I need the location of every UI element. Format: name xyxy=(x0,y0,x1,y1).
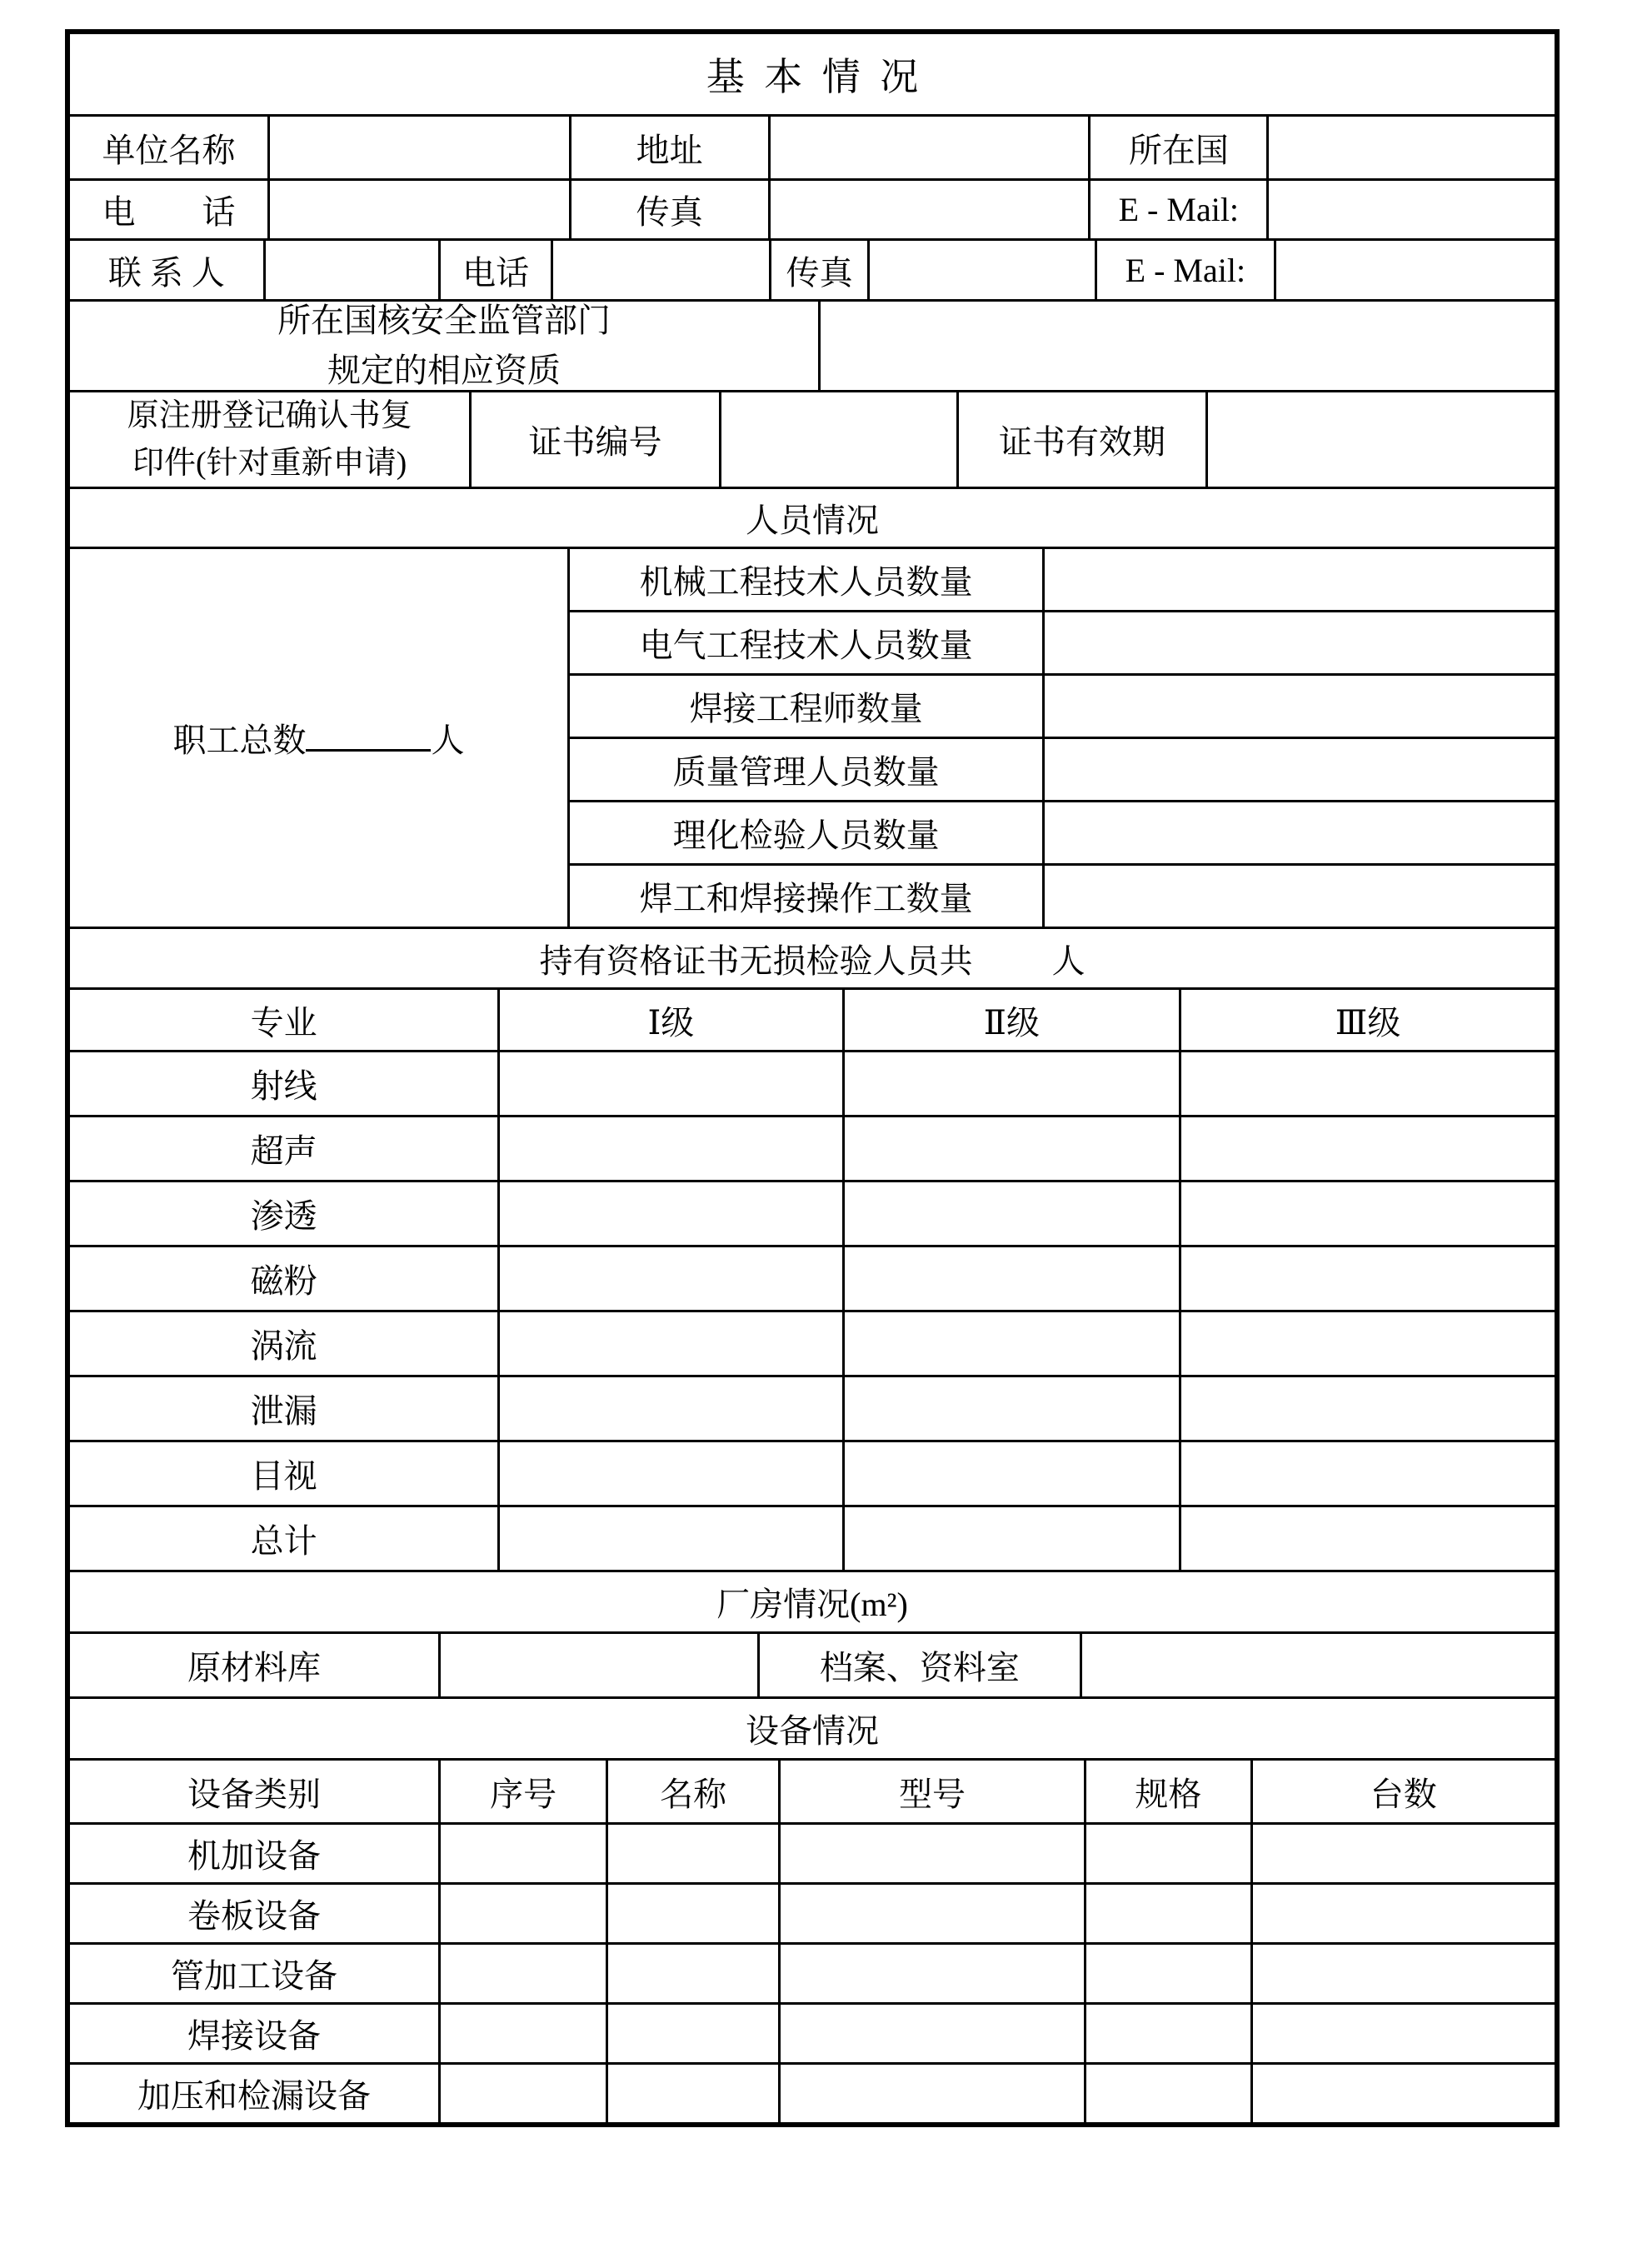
basic-info-form xyxy=(65,29,1560,2127)
equipment-header-name: 名称 xyxy=(606,1761,778,1822)
pipe-spec-cell xyxy=(1084,1945,1250,2002)
quality-staff-label: 质量管理人员数量 xyxy=(672,753,940,791)
address-value-cell xyxy=(768,117,1089,178)
mechanical-engineers-value-cell xyxy=(1042,549,1555,610)
rolling-quantity-cell xyxy=(1250,1885,1555,1942)
unit-name-value-cell xyxy=(267,117,569,178)
pipe-quantity-cell xyxy=(1250,1945,1555,2002)
qualification-line2: 规定的相应资质 xyxy=(327,352,561,389)
phone-label: 电 话 xyxy=(102,193,236,231)
personnel-row-welders xyxy=(570,863,1555,927)
physchem-inspectors-value-cell xyxy=(1042,802,1555,863)
ndt-total-l1-cell xyxy=(497,1507,841,1570)
unit-name-label: 单位名称 xyxy=(102,131,236,169)
personnel-section-title: 人员情况 xyxy=(746,502,879,539)
pressure-leak-spec-cell xyxy=(1084,2065,1250,2122)
fax-label: 传真 xyxy=(569,181,768,238)
ndt-penetrant-l3-cell xyxy=(1179,1182,1555,1245)
plant-section-row xyxy=(70,1570,1555,1631)
equipment-row-rolling xyxy=(70,1882,1555,1942)
raw-material-value-cell xyxy=(438,1634,757,1696)
pressure-leak-equipment-label: 加压和检漏设备 xyxy=(137,2077,371,2115)
email-label: E - Mail: xyxy=(1088,181,1266,238)
rolling-model-cell xyxy=(778,1885,1084,1942)
qualification-line1: 所在国核安全监管部门 xyxy=(277,302,611,339)
ndt-label-radiography: 射线 xyxy=(250,1067,317,1105)
ndt-row-total xyxy=(70,1505,1555,1570)
electrical-engineers-label: 电气工程技术人员数量 xyxy=(639,627,973,664)
pressure-leak-serial-cell xyxy=(438,2065,606,2122)
ndt-ultrasonic-l2-cell xyxy=(842,1117,1180,1180)
mechanical-engineers-label: 机械工程技术人员数量 xyxy=(639,563,973,601)
ndt-header-specialty: 专业 xyxy=(250,1003,317,1042)
qualification-label-text xyxy=(277,302,611,390)
welding-quantity-cell xyxy=(1250,2005,1555,2062)
machining-name-cell xyxy=(606,1825,778,1882)
machining-equipment-label: 机加设备 xyxy=(187,1837,321,1875)
cert-no-label: 证书编号 xyxy=(469,392,718,487)
personnel-rows-container xyxy=(567,549,1555,927)
plant-row xyxy=(70,1631,1555,1696)
ndt-total-cell xyxy=(70,929,1555,987)
ndt-penetrant-l2-cell xyxy=(842,1182,1180,1245)
ndt-header-level2: Ⅱ级 xyxy=(842,990,1180,1050)
staff-total-prefix: 职工总数 xyxy=(172,722,307,759)
equipment-header-serial: 序号 xyxy=(438,1761,606,1822)
ndt-eddy-current-l2-cell xyxy=(842,1312,1180,1375)
registration-row xyxy=(70,390,1555,487)
pressure-leak-name-cell xyxy=(606,2065,778,2122)
registration-label xyxy=(70,392,469,487)
ndt-total-text xyxy=(540,935,1086,982)
ndt-total-suffix: 人 xyxy=(1051,942,1086,980)
ndt-eddy-current-l1-cell xyxy=(497,1312,841,1375)
contact-phone-label: 电话 xyxy=(438,241,551,299)
ndt-row-radiography xyxy=(70,1050,1555,1115)
ndt-header-level1: Ⅰ级 xyxy=(497,990,841,1050)
physchem-inspectors-label: 理化检验人员数量 xyxy=(672,817,940,854)
welding-spec-cell xyxy=(1084,2005,1250,2062)
ndt-visual-l1-cell xyxy=(497,1442,841,1505)
welding-equipment-label: 焊接设备 xyxy=(187,2017,321,2055)
ndt-label-total: 总计 xyxy=(250,1522,317,1560)
equipment-row-pressure-leak xyxy=(70,2062,1555,2122)
raw-material-label: 原材料库 xyxy=(187,1649,321,1686)
pressure-leak-model-cell xyxy=(778,2065,1084,2122)
country-value-cell xyxy=(1266,117,1555,178)
equipment-section-title: 设备情况 xyxy=(746,1712,879,1750)
registration-line2: 印件(针对重新申请) xyxy=(132,445,407,481)
ndt-magnetic-l1-cell xyxy=(497,1247,841,1310)
electrical-engineers-value-cell xyxy=(1042,612,1555,673)
equipment-row-welding xyxy=(70,2002,1555,2062)
registration-line1: 原注册登记确认书复 xyxy=(127,397,412,433)
ndt-penetrant-l1-cell xyxy=(497,1182,841,1245)
title-row xyxy=(70,34,1555,114)
ndt-header-row xyxy=(70,987,1555,1050)
ndt-label-leak: 泄漏 xyxy=(250,1392,317,1430)
contact-phone-value-cell xyxy=(551,241,769,299)
ndt-total-l2-cell xyxy=(842,1507,1180,1570)
quality-staff-value-cell xyxy=(1042,739,1555,800)
ndt-total-prefix: 持有资格证书无损检验人员共 xyxy=(539,942,973,980)
machining-serial-cell xyxy=(438,1825,606,1882)
equipment-header-spec: 规格 xyxy=(1084,1761,1250,1822)
pipe-serial-cell xyxy=(438,1945,606,2002)
rolling-serial-cell xyxy=(438,1885,606,1942)
pipe-equipment-label: 管加工设备 xyxy=(170,1957,337,1995)
ndt-radiography-l3-cell xyxy=(1179,1052,1555,1115)
welding-engineers-label: 焊接工程师数量 xyxy=(689,690,923,727)
ndt-eddy-current-l3-cell xyxy=(1179,1312,1555,1375)
fax-value-cell xyxy=(768,181,1089,238)
personnel-row-welding-engineers xyxy=(570,673,1555,737)
welders-operators-value-cell xyxy=(1042,866,1555,927)
welding-name-cell xyxy=(606,2005,778,2062)
staff-total-cell xyxy=(70,549,567,927)
pipe-name-cell xyxy=(606,1945,778,2002)
rolling-name-cell xyxy=(606,1885,778,1942)
welding-model-cell xyxy=(778,2005,1084,2062)
phone-value-cell xyxy=(267,181,569,238)
equipment-row-pipe xyxy=(70,1942,1555,2002)
machining-quantity-cell xyxy=(1250,1825,1555,1882)
address-label: 地址 xyxy=(569,117,768,178)
personnel-row-electrical xyxy=(570,610,1555,673)
welding-engineers-value-cell xyxy=(1042,676,1555,737)
ndt-row-leak xyxy=(70,1375,1555,1440)
machining-model-cell xyxy=(778,1825,1084,1882)
ndt-visual-l2-cell xyxy=(842,1442,1180,1505)
rolling-equipment-label: 卷板设备 xyxy=(187,1897,321,1935)
country-label: 所在国 xyxy=(1088,117,1266,178)
ndt-ultrasonic-l1-cell xyxy=(497,1117,841,1180)
ndt-magnetic-l3-cell xyxy=(1179,1247,1555,1310)
ndt-row-magnetic xyxy=(70,1245,1555,1310)
phone-row xyxy=(70,178,1555,238)
welders-operators-label: 焊工和焊接操作工数量 xyxy=(639,880,973,917)
cert-validity-label: 证书有效期 xyxy=(956,392,1205,487)
ndt-row-visual xyxy=(70,1440,1555,1505)
personnel-row-mechanical xyxy=(570,549,1555,610)
contact-fax-value-cell xyxy=(867,241,1095,299)
personnel-section-row xyxy=(70,487,1555,547)
email-value-cell xyxy=(1266,181,1555,238)
ndt-label-visual: 目视 xyxy=(250,1457,317,1495)
staff-total-text xyxy=(172,714,464,762)
equipment-header-model: 型号 xyxy=(778,1761,1084,1822)
pressure-leak-quantity-cell xyxy=(1250,2065,1555,2122)
cert-validity-value-cell xyxy=(1205,392,1555,487)
ndt-label-magnetic: 磁粉 xyxy=(250,1262,317,1300)
ndt-label-penetrant: 渗透 xyxy=(250,1197,317,1235)
ndt-ultrasonic-l3-cell xyxy=(1179,1117,1555,1180)
archive-value-cell xyxy=(1080,1634,1555,1696)
ndt-magnetic-l2-cell xyxy=(842,1247,1180,1310)
equipment-header-row xyxy=(70,1758,1555,1822)
staff-total-suffix: 人 xyxy=(431,722,465,759)
qualification-row xyxy=(70,299,1555,390)
ndt-header-level3: Ⅲ级 xyxy=(1179,990,1555,1050)
registration-label-text xyxy=(127,392,412,487)
machining-spec-cell xyxy=(1084,1825,1250,1882)
ndt-radiography-l2-cell xyxy=(842,1052,1180,1115)
personnel-block-row xyxy=(70,547,1555,927)
pipe-model-cell xyxy=(778,1945,1084,2002)
ndt-row-eddy-current xyxy=(70,1310,1555,1375)
ndt-label-ultrasonic: 超声 xyxy=(250,1132,317,1170)
qualification-label xyxy=(70,302,818,390)
ndt-leak-l3-cell xyxy=(1179,1377,1555,1440)
contact-row xyxy=(70,238,1555,299)
ndt-leak-l2-cell xyxy=(842,1377,1180,1440)
page-title: 基 本 情 况 xyxy=(706,56,919,98)
ndt-radiography-l1-cell xyxy=(497,1052,841,1115)
ndt-row-ultrasonic xyxy=(70,1115,1555,1180)
contact-email-label: E - Mail: xyxy=(1095,241,1275,299)
staff-total-blank-line xyxy=(306,716,431,752)
ndt-leak-l1-cell xyxy=(497,1377,841,1440)
equipment-header-category: 设备类别 xyxy=(187,1775,321,1813)
personnel-row-quality xyxy=(570,737,1555,800)
unit-row xyxy=(70,114,1555,178)
plant-section-title: 厂房情况(m²) xyxy=(716,1586,908,1623)
contact-label: 联 系 人 xyxy=(107,253,225,292)
welding-serial-cell xyxy=(438,2005,606,2062)
contact-name-value-cell xyxy=(263,241,438,299)
rolling-spec-cell xyxy=(1084,1885,1250,1942)
ndt-label-eddy-current: 涡流 xyxy=(250,1327,317,1365)
ndt-total-l3-cell xyxy=(1179,1507,1555,1570)
cert-no-value-cell xyxy=(719,392,956,487)
equipment-header-quantity: 台数 xyxy=(1250,1761,1555,1822)
ndt-row-penetrant xyxy=(70,1180,1555,1245)
ndt-visual-l3-cell xyxy=(1179,1442,1555,1505)
contact-email-value-cell xyxy=(1274,241,1555,299)
contact-fax-label: 传真 xyxy=(769,241,867,299)
ndt-total-row xyxy=(70,927,1555,987)
qualification-value-cell xyxy=(818,302,1555,390)
personnel-row-physchem xyxy=(570,800,1555,863)
equipment-row-machining xyxy=(70,1822,1555,1882)
equipment-section-row xyxy=(70,1696,1555,1758)
archive-label: 档案、资料室 xyxy=(757,1634,1080,1696)
